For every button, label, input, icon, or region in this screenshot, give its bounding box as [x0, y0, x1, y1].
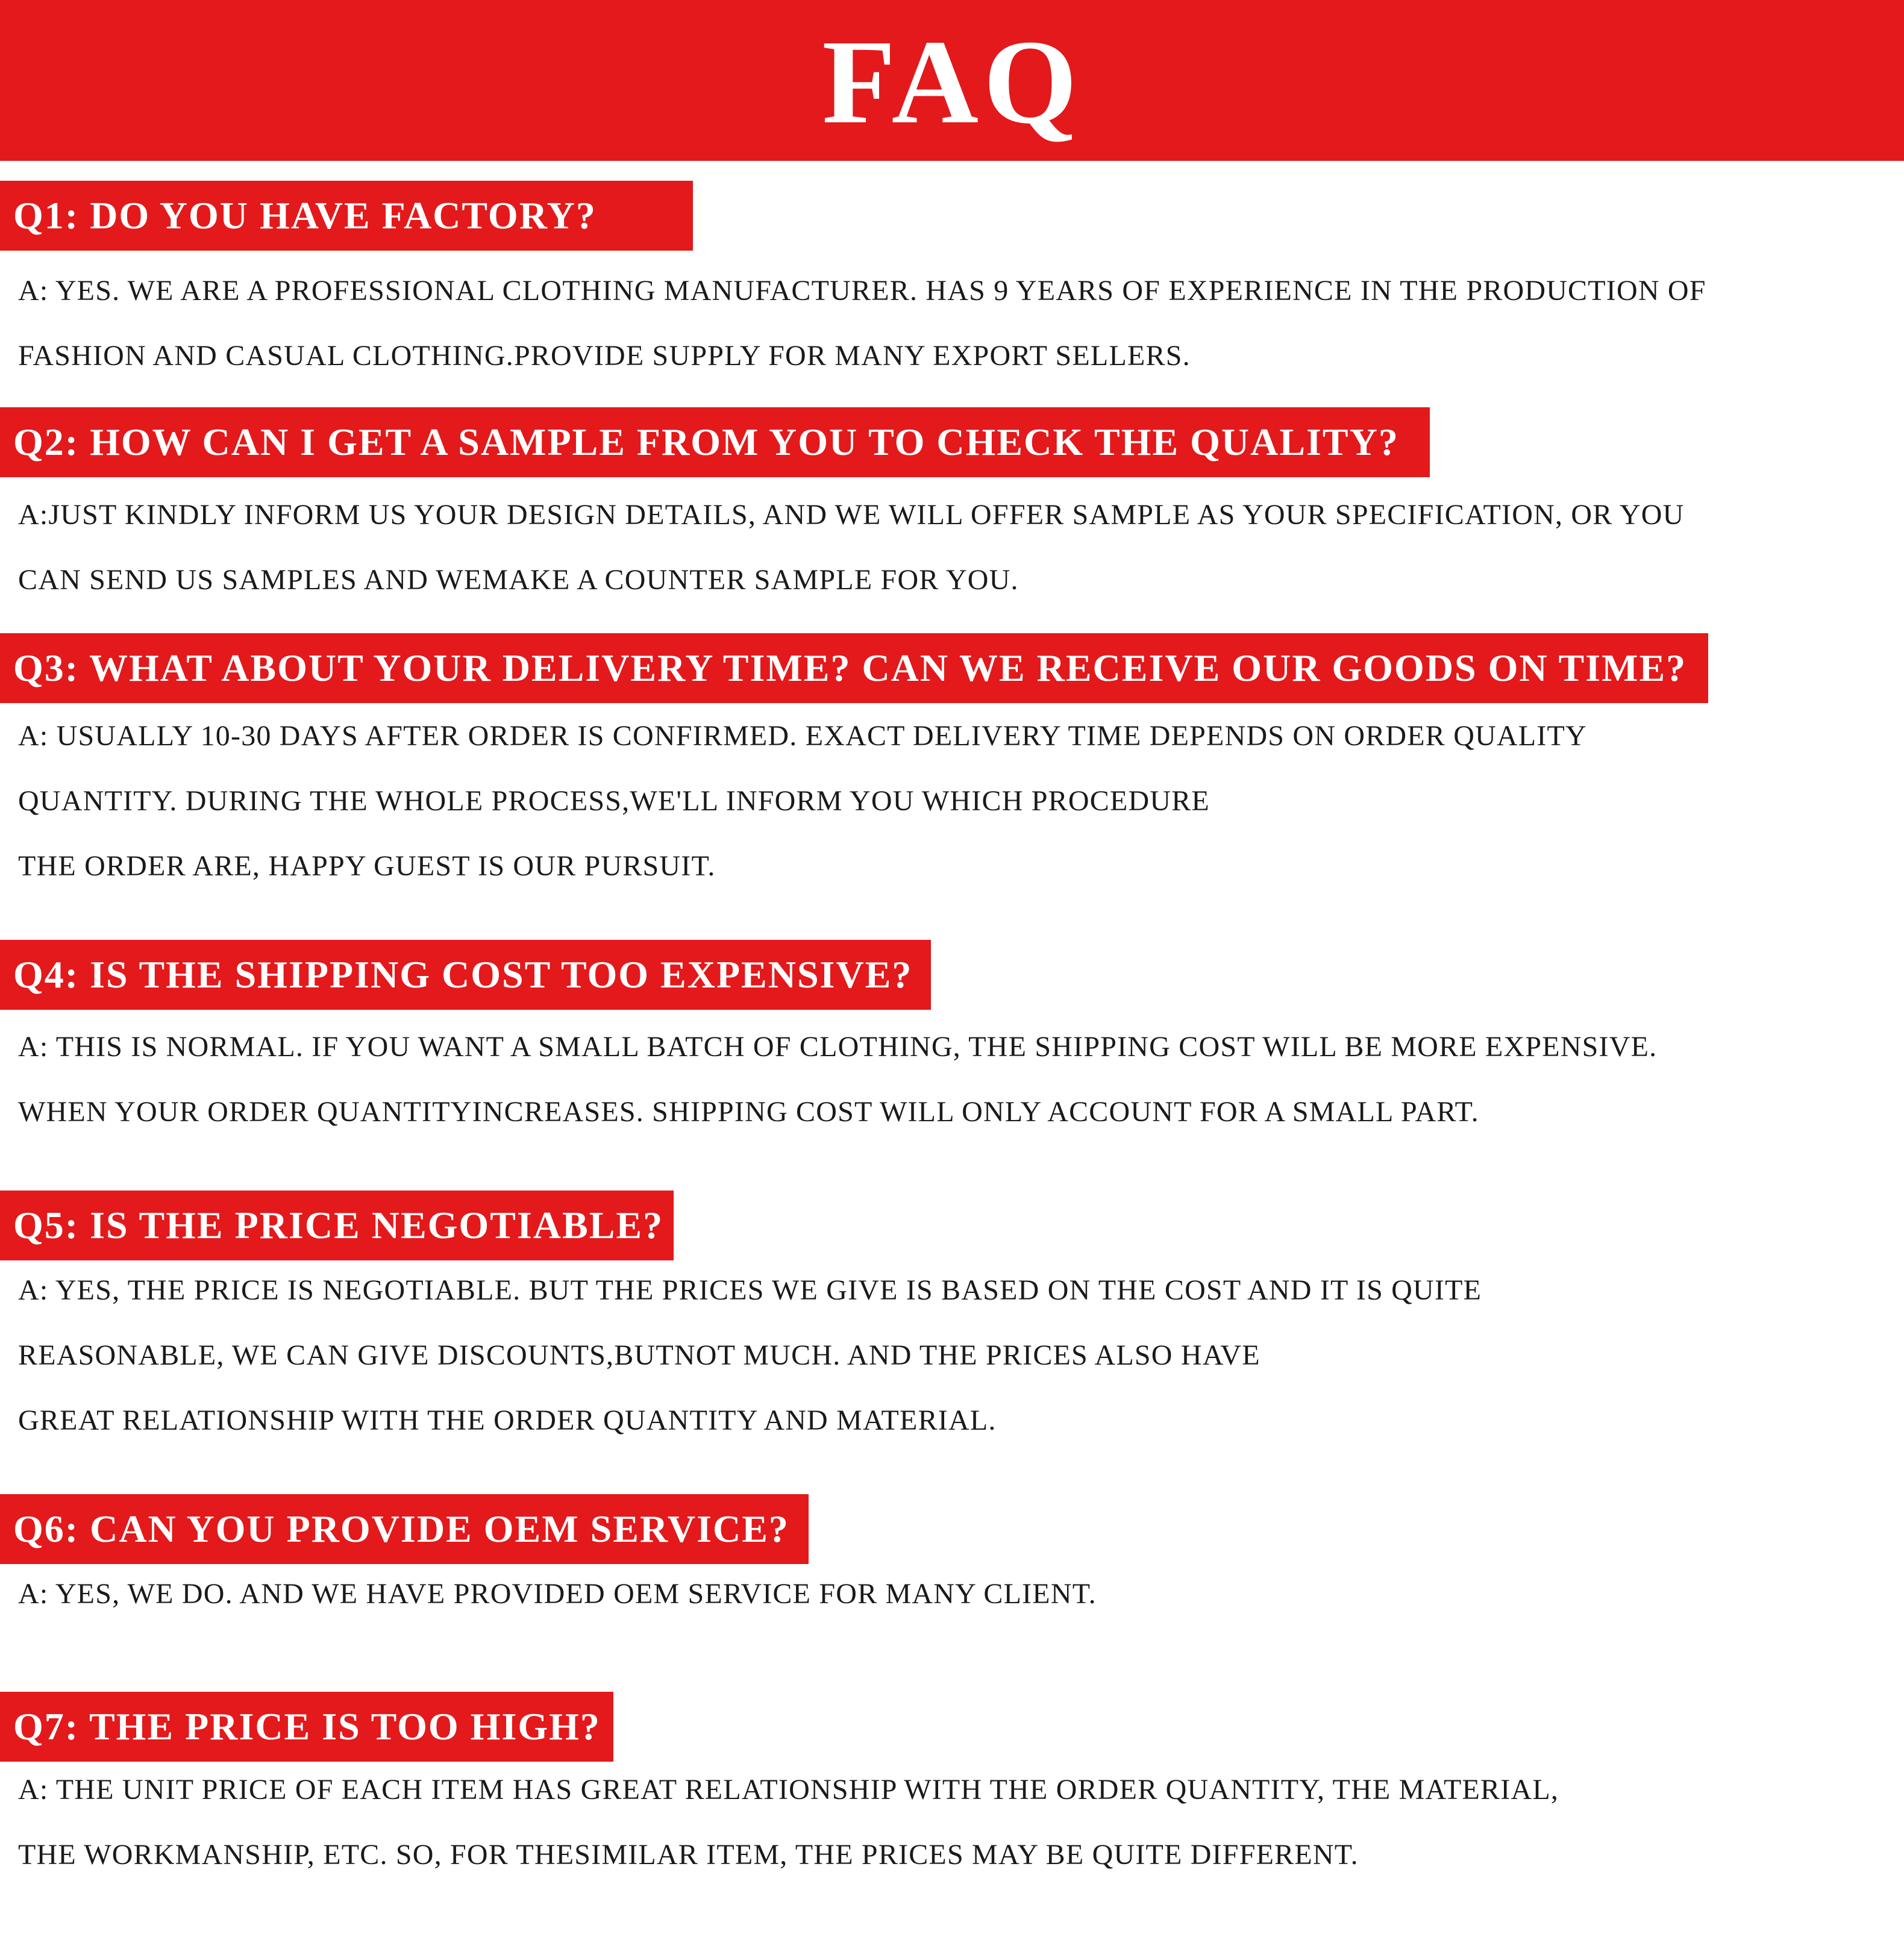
question-text: Q1: DO YOU HAVE FACTORY?	[13, 194, 597, 237]
question-bar-2	[0, 407, 1430, 477]
question-text: Q6: CAN YOU PROVIDE OEM SERVICE?	[13, 1507, 789, 1550]
answer-line: WHEN YOUR ORDER QUANTITYINCREASES. SHIPPING COST WILL ONLY ACCOUNT FOR A SMALL PART.	[18, 1096, 1479, 1128]
question-bar-1	[0, 181, 693, 251]
answer-line: A: THE UNIT PRICE OF EACH ITEM HAS GREAT RELATIONSHIP WITH THE ORDER QUANTITY, THE MATERIAL,	[18, 1774, 1559, 1806]
answer-line: A: YES, THE PRICE IS NEGOTIABLE. BUT THE PRICES WE GIVE IS BASED ON THE COST AND IT IS QUITE	[18, 1274, 1482, 1306]
answer-line: GREAT RELATIONSHIP WITH THE ORDER QUANTITY AND MATERIAL.	[18, 1404, 997, 1436]
answer-line: A:JUST KINDLY INFORM US YOUR DESIGN DETAILS, AND WE WILL OFFER SAMPLE AS YOUR SPECIFICATION, OR YOU	[18, 499, 1685, 531]
question-bar-3	[0, 633, 1708, 703]
question-text: Q3: WHAT ABOUT YOUR DELIVERY TIME? CAN WE RECEIVE OUR GOODS ON TIME?	[13, 646, 1687, 689]
answer-line: A: YES. WE ARE A PROFESSIONAL CLOTHING MANUFACTURER. HAS 9 YEARS OF EXPERIENCE IN THE PRODUCTION OF	[18, 275, 1706, 307]
question-bar-7	[0, 1692, 613, 1762]
answer-line: THE ORDER ARE, HAPPY GUEST IS OUR PURSUIT.	[18, 850, 716, 882]
question-text: Q4: IS THE SHIPPING COST TOO EXPENSIVE?	[13, 953, 913, 996]
question-bar-6	[0, 1494, 809, 1564]
answer-line: THE WORKMANSHIP, ETC. SO, FOR THESIMILAR ITEM, THE PRICES MAY BE QUITE DIFFERENT.	[18, 1839, 1359, 1871]
question-text: Q5: IS THE PRICE NEGOTIABLE?	[13, 1204, 664, 1247]
answer-line: A: YES, WE DO. AND WE HAVE PROVIDED OEM SERVICE FOR MANY CLIENT.	[18, 1578, 1097, 1610]
question-bar-5	[0, 1191, 674, 1260]
page-title: FAQ	[822, 15, 1082, 149]
answer-line: A: USUALLY 10-30 DAYS AFTER ORDER IS CONFIRMED. EXACT DELIVERY TIME DEPENDS ON ORDER QUALITY	[18, 720, 1587, 752]
answer-line: A: THIS IS NORMAL. IF YOU WANT A SMALL BATCH OF CLOTHING, THE SHIPPING COST WILL BE MORE EXPENSIVE.	[18, 1031, 1658, 1063]
answer-line: FASHION AND CASUAL CLOTHING.PROVIDE SUPPLY FOR MANY EXPORT SELLERS.	[18, 340, 1191, 372]
answer-line: REASONABLE, WE CAN GIVE DISCOUNTS,BUTNOT MUCH. AND THE PRICES ALSO HAVE	[18, 1339, 1260, 1371]
question-text: Q2: HOW CAN I GET A SAMPLE FROM YOU TO CHECK THE QUALITY?	[13, 421, 1399, 463]
answer-line: CAN SEND US SAMPLES AND WEMAKE A COUNTER SAMPLE FOR YOU.	[18, 564, 1019, 596]
question-bar-4	[0, 940, 931, 1010]
answer-line: QUANTITY. DURING THE WHOLE PROCESS,WE'LL INFORM YOU WHICH PROCEDURE	[18, 785, 1210, 817]
faq-banner	[0, 0, 1904, 161]
question-text: Q7: THE PRICE IS TOO HIGH?	[13, 1705, 601, 1748]
